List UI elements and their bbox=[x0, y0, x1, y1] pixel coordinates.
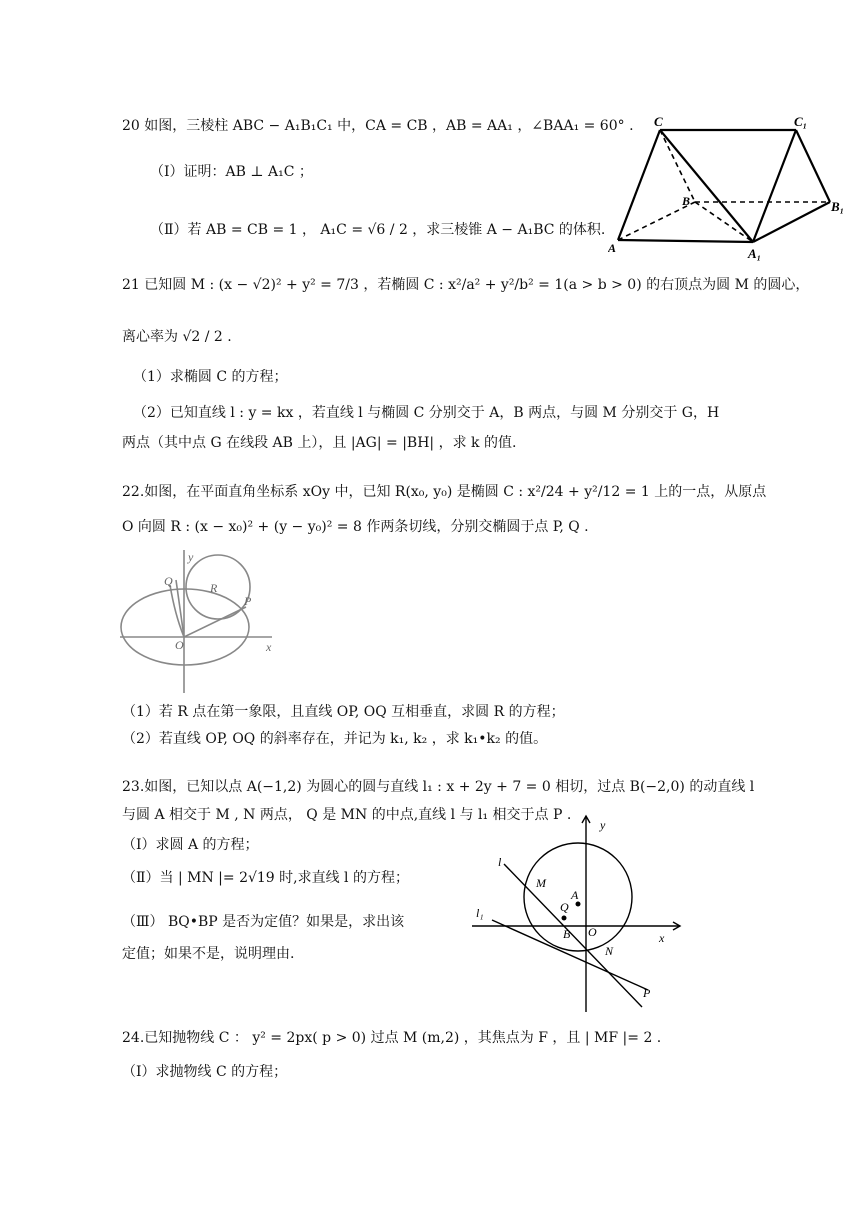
label-P: P bbox=[643, 986, 651, 1000]
ellipse-figure bbox=[120, 545, 285, 695]
problem-22-stem: 22.如图，在平面直角坐标系 xOy 中，已知 R(x₀, y₀) 是椭圆 C : x²/24 + y²/12 = 1 上的一点，从原点 bbox=[122, 484, 767, 500]
label-P: P bbox=[244, 594, 252, 608]
label-Q: Q bbox=[560, 900, 569, 914]
problem-23-part-3a: （Ⅲ） BQ•BP 是否为定值？如果是，求出该 bbox=[122, 914, 405, 930]
label-y: y bbox=[188, 550, 194, 564]
label-y: y bbox=[600, 818, 606, 832]
label-R: R bbox=[210, 581, 218, 595]
problem-23-stem-2: 与圆 A 相交于 M , N 两点， Q 是 MN 的中点,直线 l 与 l₁ 相交于点 P . bbox=[122, 807, 572, 823]
label-M: M bbox=[536, 876, 546, 890]
label-l: l bbox=[498, 855, 502, 869]
problem-20-part-1: （Ⅰ）证明：AB ⊥ A₁C ； bbox=[150, 164, 313, 180]
problem-24-stem: 24.已知抛物线 C ： y² = 2px( p > 0) 过点 M (m,2) ，其焦点为 F ，且 | MF |= 2 . bbox=[122, 1030, 662, 1046]
label-N: N bbox=[605, 944, 614, 958]
problem-21-part-2b: 两点（其中点 G 在线段 AB 上），且 |AG| = |BH| ，求 k 的值. bbox=[122, 435, 517, 451]
problem-22-part-2: （2）若直线 OP, OQ 的斜率存在，并记为 k₁, k₂ ，求 k₁•k₂ 的值。 bbox=[122, 731, 548, 747]
label-B: B bbox=[682, 194, 691, 208]
problem-20-part-2: （Ⅱ）若 AB = CB = 1 ， A₁C = √6 / 2 ，求三棱锥 A − A₁BC 的体积. bbox=[150, 222, 606, 238]
problem-22-stem-2: O 向圆 R : (x − x₀)² + (y − y₀)² = 8 作两条切线，分别交椭圆于点 P, Q . bbox=[122, 519, 589, 535]
label-B1: B₁ bbox=[831, 199, 845, 214]
label-Q: Q bbox=[164, 574, 173, 588]
problem-24-part-1: （Ⅰ）求抛物线 C 的方程； bbox=[122, 1064, 288, 1080]
label-l1: l₁ bbox=[476, 906, 484, 920]
circle-line-figure bbox=[470, 812, 685, 1020]
label-x: x bbox=[266, 640, 272, 654]
problem-23-part-2: （Ⅱ）当 | MN |= 2√19 时,求直线 l 的方程； bbox=[122, 870, 409, 886]
label-O: O bbox=[588, 925, 597, 939]
problem-21-part-2a: （2）已知直线 l : y = kx ，若直线 l 与椭圆 C 分别交于 A，B 两点，与圆 M 分别交于 G，H bbox=[133, 405, 720, 421]
label-A: A bbox=[571, 888, 579, 902]
prism-figure bbox=[608, 112, 848, 264]
label-B: B bbox=[563, 927, 571, 941]
problem-23-part-3b: 定值；如果不是，说明理由. bbox=[122, 946, 295, 962]
problem-22-part-1: （1）若 R 点在第一象限，且直线 OP, OQ 互相垂直，求圆 R 的方程； bbox=[122, 704, 565, 720]
problem-23-part-1: （Ⅰ）求圆 A 的方程； bbox=[122, 837, 259, 853]
label-C: C bbox=[654, 114, 663, 129]
problem-20-stem: 20 如图，三棱柱 ABC − A₁B₁C₁ 中，CA = CB ，AB = AA₁ ，∠BAA₁ = 60° . bbox=[122, 118, 634, 134]
problem-21-stem-2: 离心率为 √2 / 2 . bbox=[122, 329, 232, 345]
label-O: O bbox=[175, 638, 184, 652]
label-A1: A₁ bbox=[748, 246, 762, 261]
label-C1: C₁ bbox=[794, 114, 808, 129]
label-x: x bbox=[659, 931, 665, 945]
label-A: A bbox=[608, 241, 617, 255]
problem-21-part-1: （1）求椭圆 C 的方程； bbox=[133, 369, 288, 385]
problem-21-stem: 21 已知圆 M : (x − √2)² + y² = 7/3 ，若椭圆 C : x²/a² + y²/b² = 1(a > b > 0) 的右顶点为圆 M 的圆心， bbox=[122, 277, 810, 293]
problem-23-stem: 23.如图，已知以点 A(−1,2) 为圆心的圆与直线 l₁ : x + 2y + 7 = 0 相切，过点 B(−2,0) 的动直线 l bbox=[122, 779, 755, 795]
